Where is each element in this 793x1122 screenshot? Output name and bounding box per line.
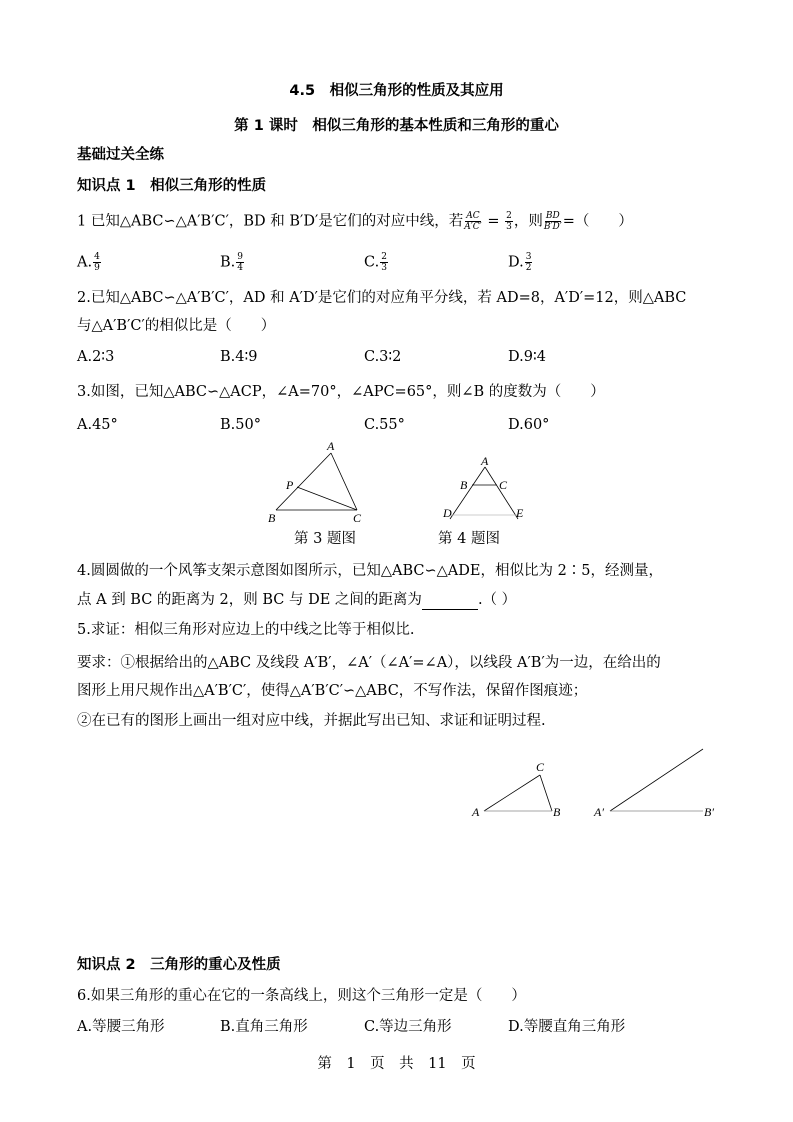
lesson-subtitle: 第 1 课时 相似三角形的基本性质和三角形的重心 — [234, 118, 559, 134]
question-5-line3: 图形上用尺规作出△A′B′C′，使得△A′B′C′∽△ABC，不写作法，保留作图痕迹； — [77, 683, 588, 699]
question-5-line2: 要求：①根据给出的△ABC 及线段 A′B′，∠A′（∠A′=∠A），以线段 A′B′为一边，在给出的 — [77, 655, 661, 671]
option-c: C.3∶2 — [364, 349, 402, 365]
figures-3-4 — [260, 435, 550, 530]
fraction: $\frac{BD}{B'D'}$ — [543, 211, 562, 232]
option-b: B.4∶9 — [220, 349, 258, 365]
label-p: P — [286, 478, 294, 492]
option-b: B.直角三角形 — [220, 1019, 308, 1035]
question-1 — [77, 211, 633, 232]
label-e: E — [516, 506, 524, 520]
label-b: B — [460, 478, 468, 492]
lesson-title: 4.5 相似三角形的性质及其应用 — [289, 83, 504, 99]
q1-eq: = — [482, 213, 505, 230]
option-c: C. $\frac{2}{3}$ — [364, 252, 387, 273]
label-a-prime: A′ — [594, 805, 604, 819]
q1-text: 1 已知△ABC∽△A′B′C′，BD 和 B′D′是它们的对应中线，若 — [77, 213, 464, 230]
label-a: A — [327, 439, 335, 453]
fraction: $\frac{AC}{A'C'}$ — [464, 211, 482, 232]
label-c: C — [353, 511, 362, 525]
answer-blank[interactable] — [422, 595, 478, 610]
question-4-line2: 点 A 到 BC 的距离为 2，则 BC 与 DE 之间的距离为 .（ ） — [77, 592, 517, 608]
q1-options — [77, 252, 777, 276]
knowledge-point-2: 知识点 2 三角形的重心及性质 — [77, 957, 281, 973]
option-a: A. $\frac{4}{9}$ — [77, 252, 100, 273]
option-c: C.55° — [364, 417, 405, 433]
option-d: D.等腰直角三角形 — [508, 1019, 626, 1035]
label-a: A — [481, 454, 489, 468]
label-a: A — [472, 805, 480, 819]
figure-4-caption: 第 4 题图 — [438, 531, 500, 547]
option-c: C.等边三角形 — [364, 1019, 452, 1035]
question-2-line1: 2.已知△ABC∽△A′B′C′，AD 和 A′D′是它们的对应角平分线，若 AD=8，A′D′=12，则△ABC — [77, 290, 687, 306]
figure-4 — [450, 467, 518, 519]
page-footer: 第 1 页 共 11 页 — [317, 1056, 476, 1072]
section-heading: 基础过关全练 — [77, 147, 164, 163]
label-b-prime: B′ — [704, 805, 714, 819]
question-5-line4: ②在已有的图形上画出一组对应中线，并据此写出已知、求证和证明过程. — [77, 713, 546, 729]
option-b: B. $\frac{9}{4}$ — [220, 252, 243, 273]
question-5-line1: 5.求证：相似三角形对应边上的中线之比等于相似比. — [77, 622, 415, 638]
figure-5 — [460, 740, 740, 830]
option-a: A.2∶3 — [77, 349, 115, 365]
label-d: D — [443, 506, 452, 520]
label-b: B — [268, 511, 276, 525]
option-d: D.60° — [508, 417, 550, 433]
question-2-line2: 与△A′B′C′的相似比是（ ） — [77, 318, 276, 334]
q1-end: =（ ） — [562, 213, 633, 230]
option-d: D.9∶4 — [508, 349, 546, 365]
question-6: 6.如果三角形的重心在它的一条高线上，则这个三角形一定是（ ） — [77, 988, 526, 1004]
figure-3-caption: 第 3 题图 — [294, 531, 356, 547]
fraction: $\frac{2}{3}$ — [506, 211, 512, 232]
label-c: C — [536, 760, 545, 774]
question-4-line1: 4.圆圆做的一个风筝支架示意图如图所示，已知△ABC∽△ADE，相似比为 2∶5，经测量， — [77, 563, 664, 579]
label-b: B — [553, 805, 561, 819]
option-d: D. $\frac{3}{2}$ — [508, 252, 532, 273]
q1-mid: ，则 — [513, 213, 543, 230]
option-a: A.45° — [77, 417, 118, 433]
label-c: C — [499, 478, 508, 492]
knowledge-point-1: 知识点 1 相似三角形的性质 — [77, 178, 267, 194]
option-b: B.50° — [220, 417, 261, 433]
question-3: 3.如图，已知△ABC∽△ACP，∠A=70°，∠APC=65°，则∠B 的度数为（ ） — [77, 384, 605, 400]
option-a: A.等腰三角形 — [77, 1019, 165, 1035]
